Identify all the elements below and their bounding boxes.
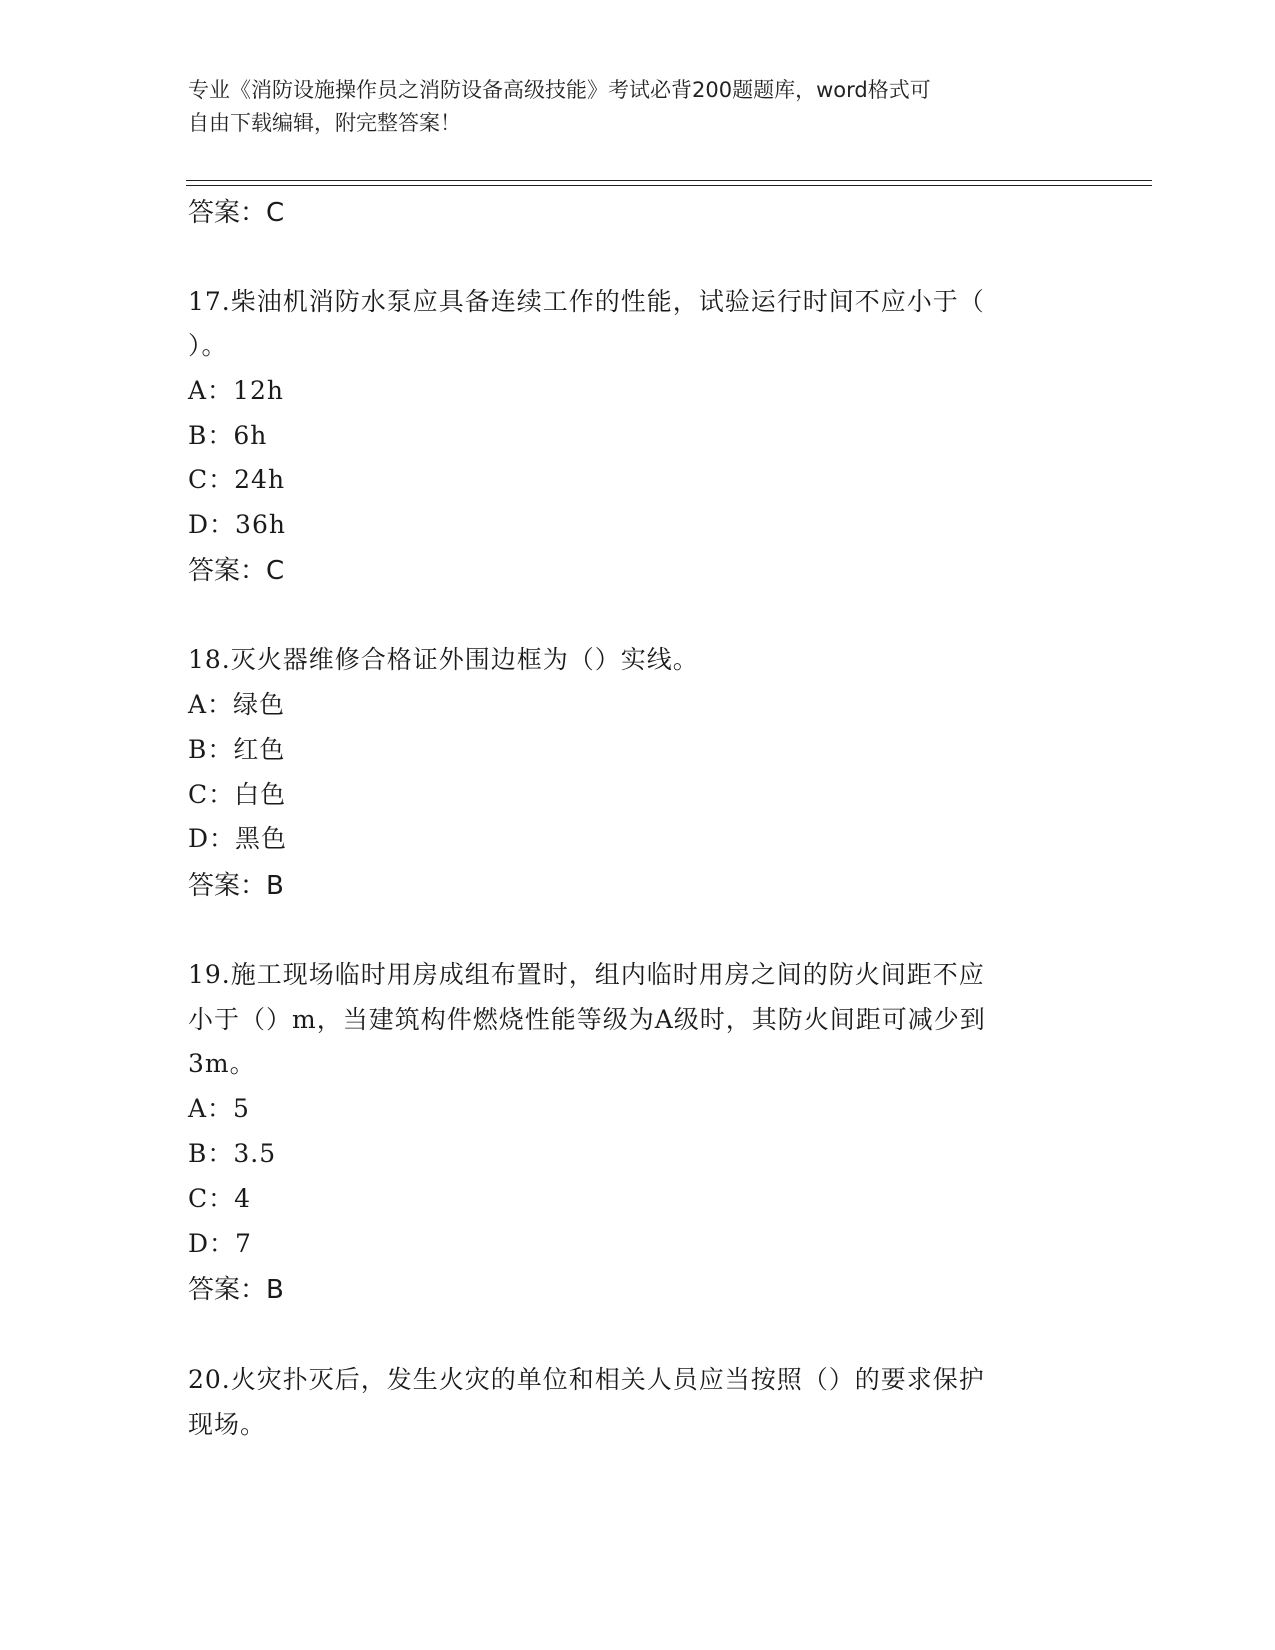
question-17-stem-line-1: 17.柴油机消防水泵应具备连续工作的性能，试验运行时间不应小于（ <box>188 287 985 316</box>
header-rule-top <box>186 180 1152 181</box>
question-19-option-c: C：4 <box>188 1184 252 1213</box>
question-20-stem-line-2: 现场。 <box>188 1410 267 1439</box>
question-18-option-b: B：红色 <box>188 735 286 764</box>
question-18-stem-line-1: 18.灭火器维修合格证外围边框为（）实线。 <box>188 645 699 674</box>
answer-18: 答案：B <box>188 871 284 901</box>
question-19-option-d: D：7 <box>188 1229 252 1258</box>
question-19-stem-line-2: 小于（）m，当建筑构件燃烧性能等级为A级时，其防火间距可减少到 <box>188 1005 986 1034</box>
answer-19: 答案：B <box>188 1275 284 1305</box>
document-header <box>188 74 1068 140</box>
question-19-stem-line-3: 3m。 <box>188 1049 256 1078</box>
question-19-option-a: A：5 <box>188 1094 250 1123</box>
question-18-option-d: D：黑色 <box>188 824 288 853</box>
question-18-option-c: C：白色 <box>188 780 287 809</box>
question-17-option-b: B：6h <box>188 421 268 450</box>
answer-17: 答案：C <box>188 556 285 586</box>
answer-16: 答案：C <box>188 198 285 228</box>
question-17-option-d: D：36h <box>188 510 286 539</box>
question-17-stem-line-2: ）。 <box>188 331 228 360</box>
header-line-1: 专业《消防设施操作员之消防设备高级技能》考试必背200题题库，word格式可 <box>188 78 931 102</box>
question-17-option-a: A：12h <box>188 376 284 405</box>
question-17-option-c: C：24h <box>188 465 286 494</box>
question-19-option-b: B：3.5 <box>188 1139 277 1168</box>
question-18-option-a: A：绿色 <box>188 690 286 719</box>
question-20-stem-line-1: 20.火灾扑灭后，发生火灾的单位和相关人员应当按照（）的要求保护 <box>188 1365 985 1394</box>
header-line-2: 自由下载编辑，附完整答案！ <box>188 111 461 135</box>
header-rule-bottom <box>186 185 1152 186</box>
question-19-stem-line-1: 19.施工现场临时用房成组布置时，组内临时用房之间的防火间距不应 <box>188 960 985 989</box>
